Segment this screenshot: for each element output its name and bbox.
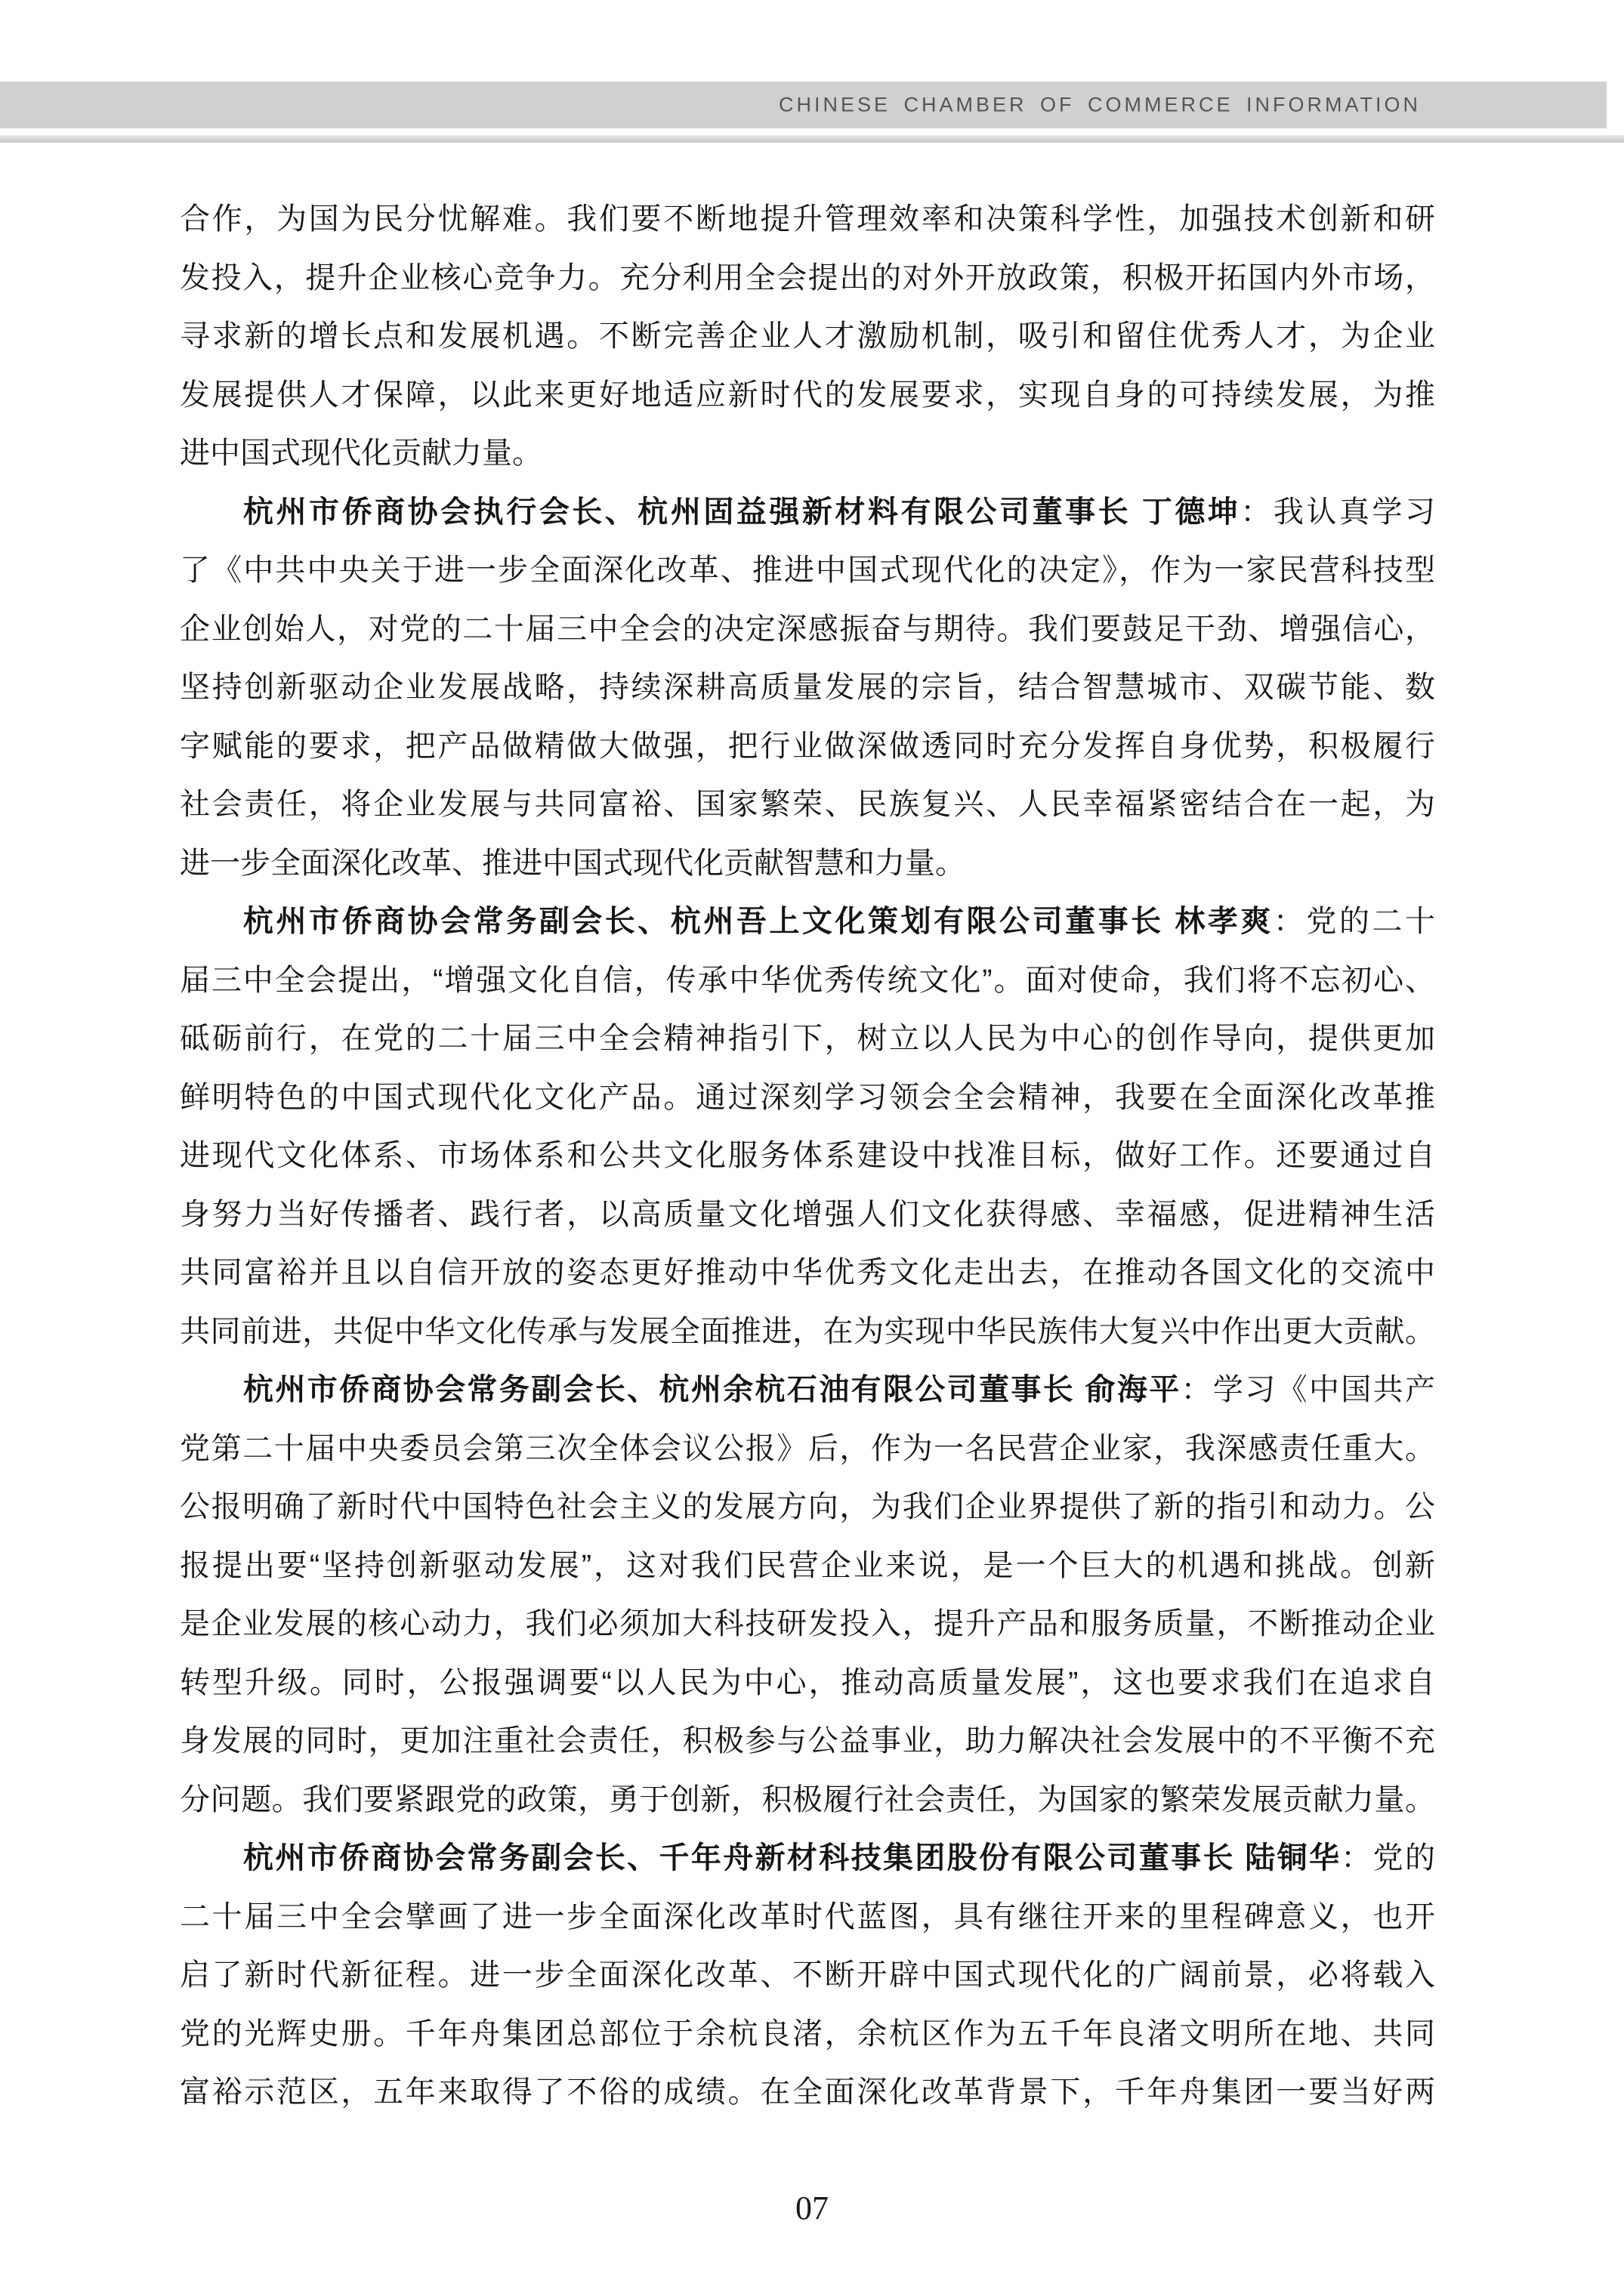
text-segment: 党第二十届中央委员会第三次全体会议公报》后，作为一名民营企业家，我深感责任重大。 [180,1431,1435,1465]
text-segment: 企业创始人，对党的二十届三中全会的决定深感振奋与期待。我们要鼓足干劲、增强信心， [180,612,1435,646]
speaker-lead: 杭州市侨商协会常务副会长、杭州吾上文化策划有限公司董事长 林孝爽 [243,905,1274,938]
text-line [180,366,1435,425]
text-line [180,1127,1435,1186]
text-line [180,1888,1435,1947]
text-line [180,835,1435,893]
text-line [180,952,1435,1011]
text-line [180,1712,1435,1771]
text-line [180,542,1435,600]
text-segment: 转型升级。同时，公报强调要“以人民为中心，推动高质量发展”，这也要求我们在追求自 [180,1665,1435,1699]
text-segment: 字赋能的要求，把产品做精做大做强，把行业做深做透同时充分发挥自身优势，积极履行 [180,729,1435,763]
header-rule [0,135,1624,143]
text-line [180,2063,1435,2122]
text-line [180,2005,1435,2064]
text-segment: 届三中全会提出，“增强文化自信，传承中华优秀传统文化”。面对使命，我们将不忘初心、 [180,963,1435,997]
speaker-lead: 杭州市侨商协会常务副会长、千年舟新材科技集团股份有限公司董事长 陆铜华 [243,1841,1341,1875]
header-title: CHINESE CHAMBER OF COMMERCE INFORMATION [778,93,1421,116]
speaker-lead: 杭州市侨商协会常务副会长、杭州余杭石油有限公司董事长 俞海平 [243,1373,1181,1406]
text-segment: ：我认真学习 [1240,495,1435,529]
text-line [180,718,1435,776]
text-segment: 进中国式现代化贡献力量。 [180,437,542,470]
text-segment: ：党的 [1341,1841,1435,1875]
text-line [180,893,1435,952]
header-band [0,82,1607,128]
page-number: 07 [795,2190,829,2227]
text-segment: 是企业发展的核心动力，我们必须加大科技研发投入，提升产品和服务质量，不断推动企业 [180,1607,1435,1640]
body-text [180,190,1435,2122]
text-segment: 党的光辉史册。千年舟集团总部位于余杭良渚，余杭区作为五千年良渚文明所在地、共同 [180,2017,1435,2051]
text-segment: 二十届三中全会擘画了进一步全面深化改革时代蓝图，具有继往开来的里程碑意义，也开 [180,1900,1435,1933]
text-segment: 寻求新的增长点和发展机遇。不断完善企业人才激励机制，吸引和留住优秀人才，为企业 [180,319,1435,353]
text-line [180,1361,1435,1420]
text-line [180,1829,1435,1888]
text-line [180,1303,1435,1362]
text-segment: ：党的二十 [1273,905,1435,938]
text-segment: 了《中共中央关于进一步全面深化改革、推进中国式现代化的决定》，作为一家民营科技型 [180,554,1435,587]
text-line [180,1010,1435,1069]
text-segment: 身努力当好传播者、践行者，以高质量文化增强人们文化获得感、幸福感，促进精神生活 [180,1197,1435,1231]
text-line [180,483,1435,542]
text-line [180,249,1435,308]
text-segment: 报提出要“坚持创新驱动发展”，这对我们民营企业来说，是一个巨大的机遇和挑战。创新 [180,1548,1435,1582]
text-line [180,1654,1435,1713]
text-segment: 发展提供人才保障，以此来更好地适应新时代的发展要求，实现自身的可持续发展，为推 [180,378,1435,412]
text-line [180,776,1435,835]
text-segment: 鲜明特色的中国式现代化文化产品。通过深刻学习领会全会精神，我要在全面深化改革推 [180,1080,1435,1114]
text-line [180,307,1435,366]
text-line [180,1537,1435,1596]
text-segment: 进现代文化体系、市场体系和公共文化服务体系建设中找准目标，做好工作。还要通过自 [180,1139,1435,1172]
text-line [180,1420,1435,1479]
text-line [180,1186,1435,1245]
text-line [180,600,1435,659]
text-segment: 共同富裕并且以自信开放的姿态更好推动中华优秀文化走出去，在推动各国文化的交流中 [180,1256,1435,1289]
text-segment: 分问题。我们要紧跟党的政策，勇于创新，积极履行社会责任，为国家的繁荣发展贡献力量。 [180,1782,1435,1816]
text-segment: 坚持创新驱动企业发展战略，持续深耕高质量发展的宗旨，结合智慧城市、双碳节能、数 [180,671,1435,704]
text-line [180,1595,1435,1654]
text-line [180,1478,1435,1537]
text-segment: ：学习《中国共产 [1181,1373,1435,1406]
text-line [180,424,1435,483]
text-line [180,659,1435,718]
text-line [180,1069,1435,1128]
speaker-lead: 杭州市侨商协会执行会长、杭州固益强新材料有限公司董事长 丁德坤 [243,495,1241,529]
text-segment: 富裕示范区，五年来取得了不俗的成绩。在全面深化改革背景下，千年舟集团一要当好两 [180,2075,1435,2109]
text-segment: 砥砺前行，在党的二十届三中全会精神指引下，树立以人民为中心的创作导向，提供更加 [180,1022,1435,1055]
text-line [180,190,1435,249]
text-segment: 共同前进，共促中华文化传承与发展全面推进，在为实现中华民族伟大复兴中作出更大贡献。 [180,1314,1435,1348]
text-line [180,1946,1435,2005]
text-segment: 启了新时代新征程。进一步全面深化改革、不断开辟中国式现代化的广阔前景，必将载入 [180,1958,1435,1992]
text-segment: 社会责任，将企业发展与共同富裕、国家繁荣、民族复兴、人民幸福紧密结合在一起，为 [180,788,1435,821]
text-segment: 合作，为国为民分忧解难。我们要不断地提升管理效率和决策科学性，加强技术创新和研 [180,202,1435,236]
text-line [180,1771,1435,1830]
text-segment: 身发展的同时，更加注重社会责任，积极参与公益事业，助力解决社会发展中的不平衡不充 [180,1724,1435,1758]
text-segment: 公报明确了新时代中国特色社会主义的发展方向，为我们企业界提供了新的指引和动力。公 [180,1490,1435,1523]
text-line [180,1244,1435,1303]
text-segment: 进一步全面深化改革、推进中国式现代化贡献智慧和力量。 [180,846,965,880]
text-segment: 发投入，提升企业核心竞争力。充分利用全会提出的对外开放政策，积极开拓国内外市场， [180,261,1435,295]
